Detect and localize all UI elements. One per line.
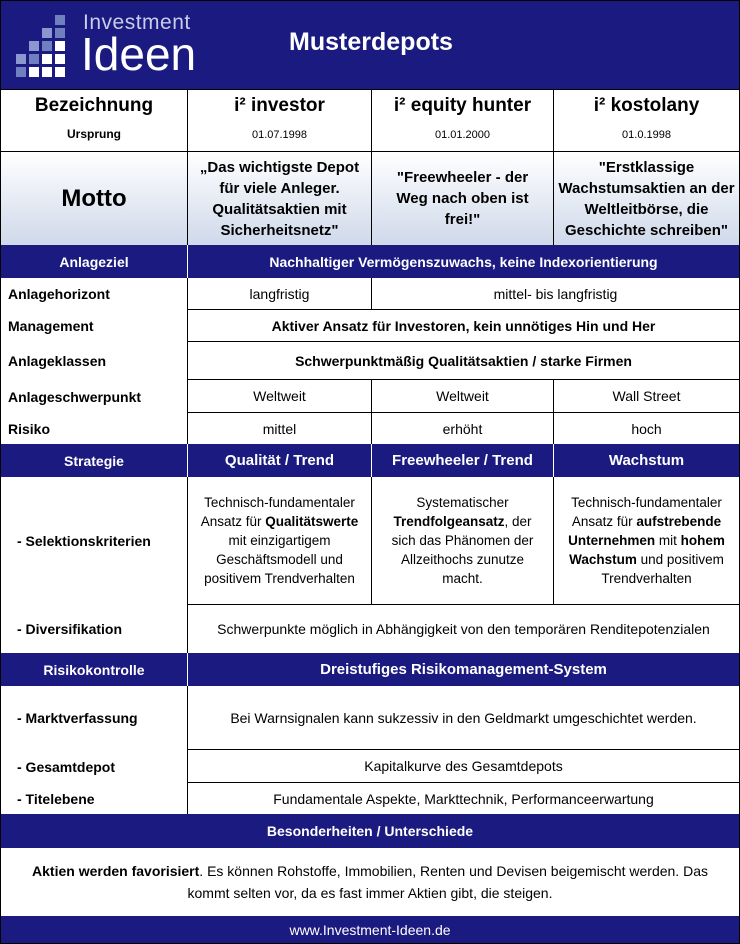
motto-equity-hunter: "Freewheeler - der Weg nach oben ist frei!" — [371, 151, 553, 245]
depot-name: i² investor — [234, 94, 325, 116]
besonderheiten-text: Aktien werden favorisiert. Es können Rohstoffe, Immobilien, Renten und Devisen beigemischt werden. Das kommt selten vor, da es fast immer Aktien gibt, die steigen. — [32, 863, 708, 901]
strategie-equity-hunter: Freewheeler / Trend — [371, 444, 553, 477]
risiko-investor: mittel — [187, 413, 371, 444]
anlageschwerpunkt-investor: Weltweit — [187, 380, 371, 413]
motto-label: Motto — [1, 151, 187, 245]
strategie-label: Strategie — [1, 444, 187, 477]
ursprung-text: Ursprung — [67, 126, 121, 141]
anlageklassen-label: Anlageklassen — [8, 353, 107, 369]
depot-name: i² equity hunter — [393, 94, 532, 116]
titelebene-value: Fundamentale Aspekte, Markttechnik, Performanceerwartung — [187, 783, 739, 814]
gesamtdepot-value: Kapitalkurve des Gesamtdepots — [187, 750, 739, 783]
risikokontrolle-label: Risikokontrolle — [1, 653, 187, 686]
anlagehorizont-other: mittel- bis langfristig — [371, 278, 739, 310]
marktverfassung-label: - Marktverfassung — [17, 710, 138, 726]
logo-text-ideen: Ideen — [81, 28, 197, 80]
besonderheiten-value — [1, 848, 739, 916]
investment-ideen-logo — [11, 13, 221, 79]
depot-header-equity-hunter — [371, 89, 553, 151]
depot-name: i² kostolany — [593, 94, 700, 116]
anlageklassen-value: Schwerpunktmäßig Qualitätsaktien / starke Firmen — [187, 342, 739, 380]
motto-kostolany: "Erstklassige Wachstumsaktien an der Weltleitbörse, die Geschichte schreiben" — [553, 151, 739, 245]
marktverfassung-value: Bei Warnsignalen kann sukzessiv in den Geldmarkt umgeschichtet werden. — [187, 686, 739, 750]
logo-squares-icon — [11, 15, 67, 77]
selektion-kostolany — [553, 477, 739, 605]
diversifikation-value: Schwerpunkte möglich in Abhängigkeit von den temporären Renditepotenzialen — [187, 605, 739, 653]
page-title: Musterdepots — [289, 28, 453, 56]
anlageschwerpunkt-equity-hunter: Weltweit — [371, 380, 553, 413]
anlageschwerpunkt-kostolany: Wall Street — [553, 380, 739, 413]
anlagehorizont-label: Anlagehorizont — [8, 286, 110, 302]
depot-origin: 01.07.1998 — [251, 128, 308, 141]
selektion-label: - Selektionskriterien — [17, 533, 151, 549]
anlagehorizont-investor: langfristig — [187, 278, 371, 310]
diversifikation-label: - Diversifikation — [17, 621, 123, 637]
selektion-kostolany-text: Technisch-fundamentaler Ansatz für aufstrebende Unternehmen mit hohem Wachstum und positivem Trendverhalten — [568, 495, 725, 586]
anlageschwerpunkt-label: Anlageschwerpunkt — [8, 388, 142, 405]
logo-text-investment: Investment — [83, 11, 191, 34]
header-bar — [1, 1, 739, 89]
selektion-investor — [187, 477, 371, 605]
selektion-investor-text: Technisch-fundamentaler Ansatz für Qualitätswerte mit einzigartigem Geschäftsmodell und positivem Trendverhalten — [200, 495, 359, 586]
depot-header-kostolany — [553, 89, 739, 151]
risiko-equity-hunter: erhöht — [371, 413, 553, 444]
label-bezeichnung — [1, 89, 187, 151]
depot-origin: 01.0.1998 — [622, 128, 671, 141]
besonderheiten-label: Besonderheiten / Unterschiede — [1, 814, 739, 848]
titelebene-label: - Titelebene — [17, 790, 95, 807]
gesamtdepot-label: - Gesamtdepot — [17, 758, 116, 775]
depot-origin: 01.01.2000 — [434, 128, 491, 141]
strategie-kostolany: Wachstum — [553, 444, 739, 477]
bezeichnung-text: Bezeichnung — [34, 94, 154, 116]
motto-investor: „Das wichtigste Depot für viele Anleger. Qualitätsaktien mit Sicherheitsnetz" — [187, 151, 371, 245]
risiko-kostolany: hoch — [553, 413, 739, 444]
risikokontrolle-value: Dreistufiges Risikomanagement-System — [187, 653, 739, 686]
management-value: Aktiver Ansatz für Investoren, kein unnötiges Hin und Her — [187, 310, 739, 342]
footer-url[interactable]: www.Investment-Ideen.de — [1, 916, 739, 943]
selektion-equity-hunter — [371, 477, 553, 605]
depot-header-investor — [187, 89, 371, 151]
selektion-equity-hunter-text: Systematischer Trendfolgeansatz, der sich das Phänomen der Allzeithochs zunutze macht. — [391, 495, 534, 586]
anlageziel-value: Nachhaltiger Vermögenszuwachs, keine Indexorientierung — [187, 245, 739, 278]
management-label: Management — [8, 318, 94, 334]
strategie-investor: Qualität / Trend — [187, 444, 371, 477]
risiko-label: Risiko — [8, 420, 51, 437]
anlageziel-label: Anlageziel — [1, 245, 187, 278]
